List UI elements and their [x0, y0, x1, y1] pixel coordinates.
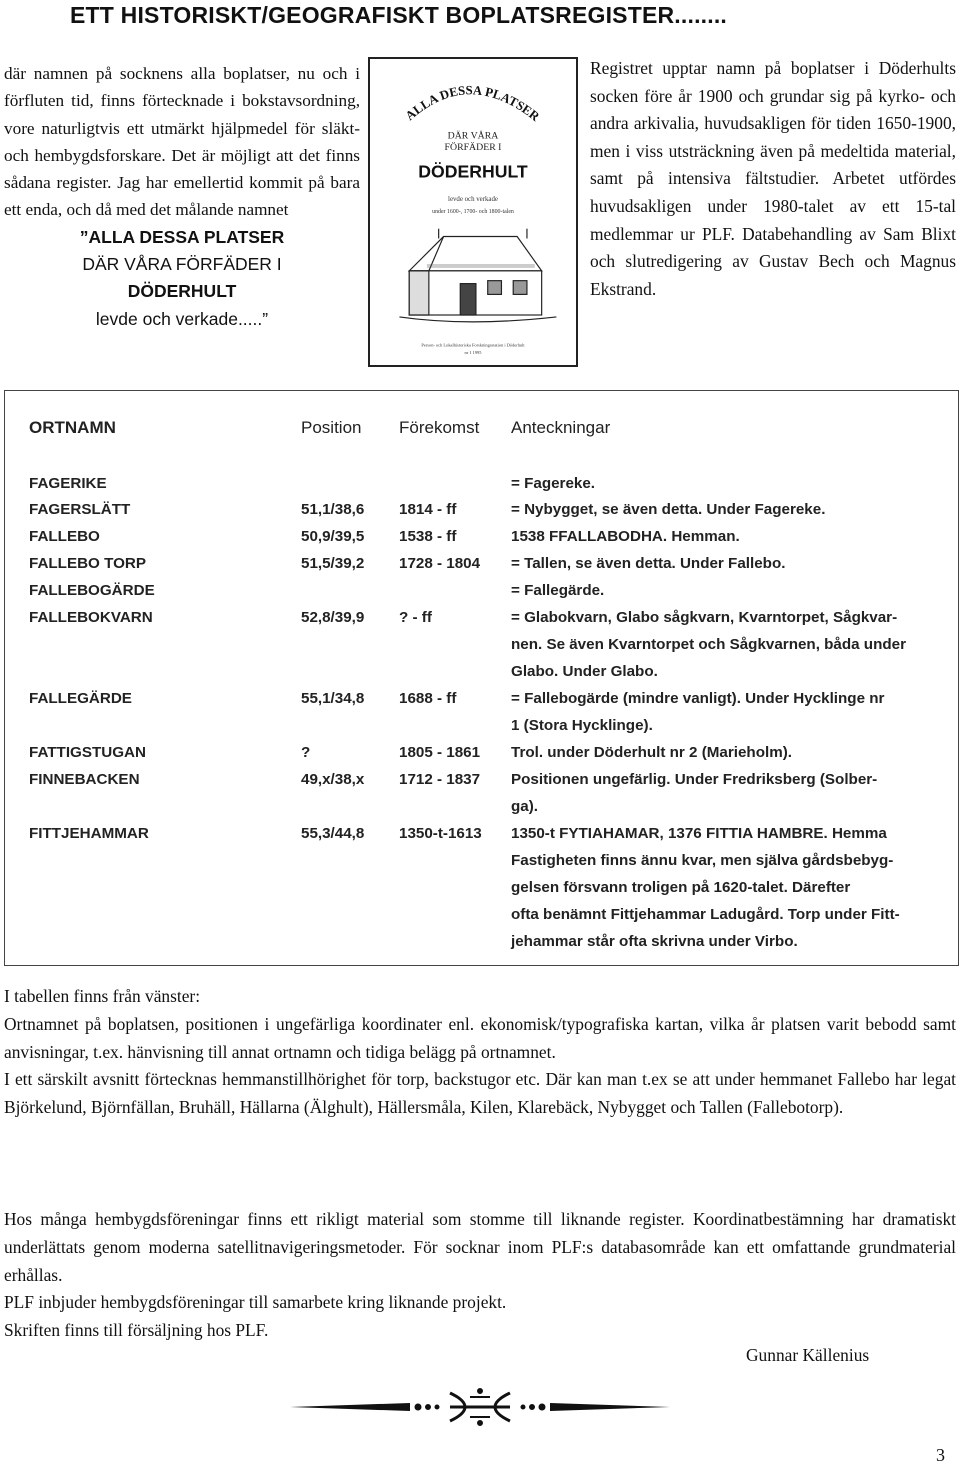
decorative-divider-ornament: [290, 1385, 670, 1429]
intro-column: [4, 60, 360, 333]
cover-line-3: FÖRFÄDER I: [444, 142, 502, 154]
cover-footer-2: nr 1 1995: [464, 350, 482, 356]
body-paragraph: I tabellen finns från vänster:: [4, 986, 201, 1006]
cell-position: 55,3/44,8: [301, 825, 365, 842]
cell-ortnamn: FITTJEHAMMAR: [29, 825, 149, 842]
cell-anteckning: 1538 FFALLABODHA. Hemman.: [511, 528, 740, 545]
header-anteckningar: Anteckningar: [511, 418, 611, 437]
cell-ortnamn: FINNEBACKEN: [29, 771, 140, 788]
register-table-scan: [4, 390, 959, 966]
body-paragraph: PLF inbjuder hembygdsföreningar till samarbete kring liknande projekt.: [4, 1292, 507, 1313]
intro-paragraph: där namnen på socknens alla boplatser, nu och i förfluten tid, finns förtecknade i bokstavsordning, vore naturligtvis ett utmärkt hjälpmedel för släkt- och hembygdsforskare. Det är möjligt att det finns sådana register. Jag har emellertid kommit på bara ett enda, och då med det målande namnet: [4, 64, 360, 220]
cell-anteckning: = Glabokvarn, Glabo sågkvarn, Kvarntorpet, Sågkvar-: [511, 609, 898, 626]
cell-anteckning: ga).: [511, 798, 539, 815]
table-row: [5, 690, 958, 734]
cell-position: 52,8/39,9: [301, 609, 365, 626]
cover-line-6: under 1600-, 1700- och 1800-talen: [432, 208, 514, 215]
cell-anteckning: ofta benämnt Fittjehammar Ladugård. Torp under Fitt-: [511, 906, 900, 923]
cover-line-2: DÄR VÅRA: [447, 130, 499, 142]
cell-anteckning: jehammar står ofta skrivna under Virbo.: [511, 933, 798, 950]
body-paragraph: Skriften finns till försäljning hos PLF.: [4, 1320, 269, 1341]
cell-anteckning: Fastigheten finns ännu kvar, men själva gårdsbebyg-: [511, 852, 894, 869]
cover-footer-1: Person- och Lokalhistoriska Forskningsstation i Döderhult: [421, 342, 525, 348]
book-cover-image: [368, 57, 578, 367]
cell-forekomst: 1350-t-1613: [399, 825, 482, 842]
cell-ortnamn: FAGERSLÄTT: [29, 501, 131, 518]
table-row: [5, 825, 958, 950]
body-text-2: [4, 1206, 956, 1345]
book-title-line-2: DÄR VÅRA FÖRFÄDER I: [82, 254, 282, 275]
cell-position: 51,1/38,6: [301, 501, 365, 518]
table-row: [5, 555, 958, 581]
body-paragraph: Hos många hembygdsföreningar finns ett rikligt material som stomme till liknande register. Koordinatbestämning har dramatiskt underlättats genom moderna satellitnavigeringsmetoder. För socknar inom PLF:s databasområde kan ett omfattande grundmaterial erhållas.: [4, 1209, 956, 1285]
page-number: 3: [936, 1445, 945, 1465]
cell-position: 49,x/38,x: [301, 771, 365, 788]
header-ortnamn: ORTNAMN: [29, 418, 116, 437]
cell-forekomst: 1538 - ff: [399, 528, 457, 545]
table-row: [5, 771, 958, 815]
cell-position: ?: [301, 744, 311, 761]
book-title-line-1: ”ALLA DESSA PLATSER: [79, 226, 285, 247]
cover-line-5: levde och verkade: [448, 196, 498, 204]
cell-ortnamn: FALLEBOKVARN: [29, 609, 153, 626]
cell-position: 50,9/39,5: [301, 528, 365, 545]
body-paragraph: Ortnamnet på boplatsen, positionen i ungefärliga koordinater enl. ekonomisk/typografiska kartan, vilka år platsen varit bebodd samt anvisningar, t.ex. hänvisning till annat ortnamn och tidiga belägg på ortnamnet.: [4, 1013, 956, 1062]
book-title-line-3: DÖDERHULT: [127, 281, 237, 302]
cell-forekomst: 1814 - ff: [399, 501, 457, 518]
cell-anteckning: = Tallen, se även detta. Under Fallebo.: [511, 555, 786, 572]
cell-anteckning: Trol. under Döderhult nr 2 (Marieholm).: [511, 744, 792, 761]
table-row: [5, 744, 958, 770]
table-row: [5, 501, 958, 527]
cell-ortnamn: FALLEBOGÄRDE: [29, 582, 155, 599]
table-row: [5, 609, 958, 680]
register-description-text: Registret upptar namn på boplatser i Döderhults socken före år 1900 och grundar sig på kyrko- och andra arkivalia, huvudsakligen för tiden 1650-1900, men i viss utsträckning även på medeltida material, samt på intensiva fältstudier. Arbetet utfördes huvudsakligen under 1980-talet av ett 15-tal medlemmar ur PLF. Databehandling av Sam Blixt och slutredigering av Gustav Bech och Magnus Ekstrand.: [590, 58, 956, 299]
house-illustration: [399, 229, 556, 322]
cover-arc-title: ALLA DESSA PLATSER: [402, 83, 543, 124]
table-row: [5, 475, 958, 501]
cell-ortnamn: FALLEBO TORP: [29, 555, 147, 572]
cell-anteckning: = Fagereke.: [511, 475, 596, 492]
cell-anteckning: nen. Se även Kvarntorpet och Sågkvarnen, båda under: [511, 636, 906, 653]
cell-ortnamn: FATTIGSTUGAN: [29, 744, 146, 761]
cover-line-4: DÖDERHULT: [418, 161, 528, 182]
cell-position: 51,5/39,2: [301, 555, 365, 572]
cell-position: 55,1/34,8: [301, 690, 365, 707]
header-forekomst: Förekomst: [399, 418, 480, 437]
table-row: [5, 582, 958, 608]
cell-forekomst: ? - ff: [399, 609, 432, 626]
cell-ortnamn: FALLEGÄRDE: [29, 690, 132, 707]
cell-anteckning: = Nybygget, se även detta. Under Fagereke.: [511, 501, 826, 518]
body-paragraph: I ett särskilt avsnitt förtecknas hemmanstillhörighet för torp, backstugor etc. Där kan man t.ex se att under hemmanet Fallebo har legat Björkelund, Björnfällan, Bruhäll, Hällarna (Älghult), Hällersmåla, Kilen, Klarebäck, Nybygget och Tallen (Fallebotorp).: [4, 1069, 956, 1118]
table-row: [5, 528, 958, 554]
cell-anteckning: = Fallebogärde (mindre vanligt). Under Hycklinge nr: [511, 690, 885, 707]
cell-anteckning: gelsen försvann troligen på 1620-talet. Därefter: [511, 879, 851, 896]
cell-forekomst: 1712 - 1837: [399, 771, 481, 788]
body-text-1: [4, 983, 956, 1122]
header-position: Position: [301, 418, 362, 437]
cell-ortnamn: FAGERIKE: [29, 475, 107, 492]
cell-anteckning: 1 (Stora Hycklinge).: [511, 717, 653, 734]
author-signature: Gunnar Källenius: [746, 1345, 870, 1365]
cell-ortnamn: FALLEBO: [29, 528, 100, 545]
cell-anteckning: Glabo. Under Glabo.: [511, 663, 658, 680]
cell-forekomst: 1728 - 1804: [399, 555, 481, 572]
book-title-line-4: levde och verkade.....”: [95, 308, 269, 329]
register-description: [590, 55, 956, 303]
cell-anteckning: 1350-t FYTIAHAMAR, 1376 FITTIA HAMBRE. Hemma: [511, 825, 887, 842]
cell-forekomst: 1688 - ff: [399, 690, 457, 707]
cell-forekomst: 1805 - 1861: [399, 744, 481, 761]
page-title: ETT HISTORISKT/GEOGRAFISKT BOPLATSREGISTER........: [70, 2, 728, 28]
cell-anteckning: Positionen ungefärlig. Under Fredriksberg (Solber-: [511, 771, 878, 788]
cell-anteckning: = Fallegärde.: [511, 582, 605, 599]
